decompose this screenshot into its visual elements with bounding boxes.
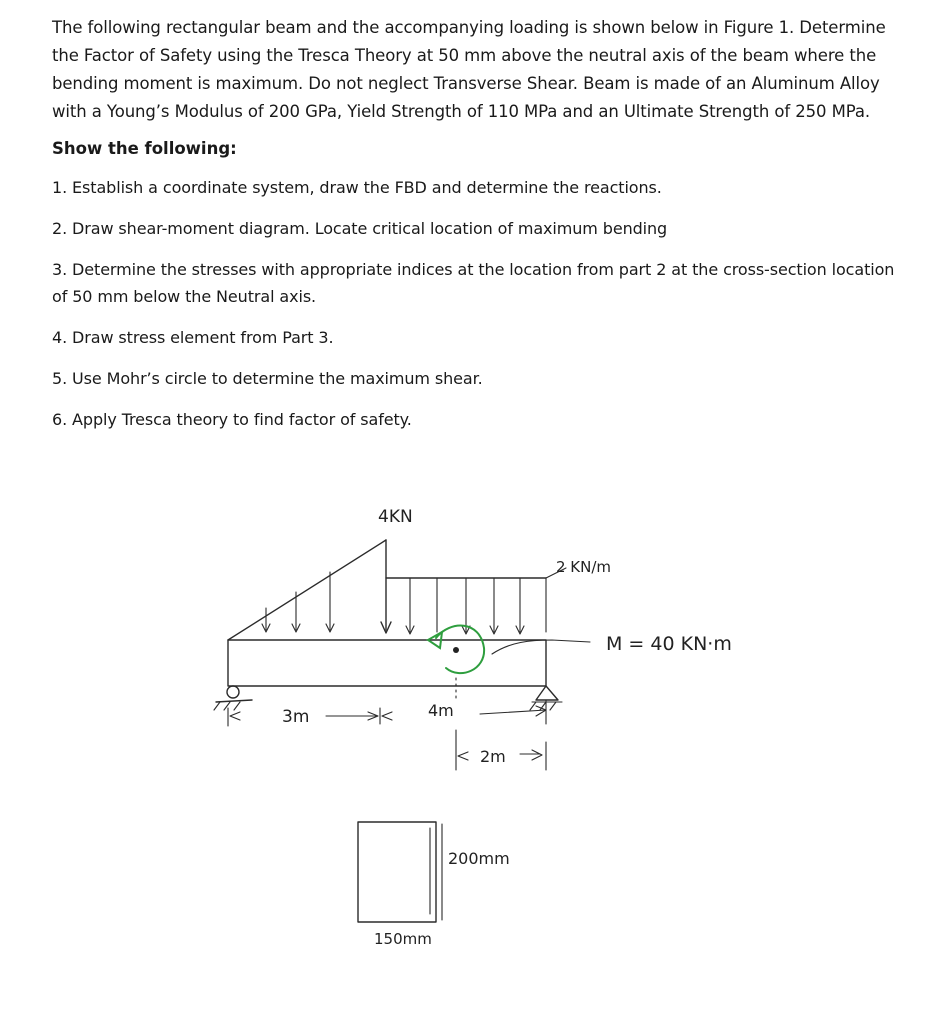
distributed-load-label: 2 KN/m [556, 558, 612, 576]
section-width-label: 150mm [374, 930, 432, 948]
step-3: 3. Determine the stresses with appropriate indices at the location from part 2 at the cross-section location of 50 mm below the Neutral axis. [52, 260, 895, 306]
intro-paragraph: The following rectangular beam and the accompanying loading is shown below in Figure 1. Determine the Factor of Safety using the Tresca Theory at 50 mm above the neutral axis of the beam where the bending moment is maximum. Do not neglect Transverse Shear. Beam is made of an Aluminum Alloy with a Young’s Modulus of 200 GPa, Yield Strength of 110 MPa and an Ultimate Strength of 250 MPa. [52, 18, 886, 121]
span-right-label: 4m [428, 701, 454, 720]
uniform-load [386, 568, 566, 634]
section-height-label: 200mm [448, 849, 510, 868]
pin-support [214, 686, 252, 710]
step-6: 6. Apply Tresca theory to find factor of safety. [52, 410, 412, 429]
step-2: 2. Draw shear-moment diagram. Locate critical location of maximum bending [52, 219, 668, 238]
span-left-label: 3m [282, 707, 310, 727]
beam-figure [0, 480, 945, 1024]
show-heading: Show the following: [52, 139, 237, 158]
triangular-load [228, 540, 391, 640]
step-1: 1. Establish a coordinate system, draw the FBD and determine the reactions. [52, 178, 662, 197]
step-4: 4. Draw stress element from Part 3. [52, 328, 334, 347]
applied-moment [428, 626, 590, 674]
problem-statement [52, 14, 912, 447]
moment-position-label: 2m [480, 747, 506, 766]
cross-section [358, 822, 442, 922]
beam [228, 640, 546, 686]
moment-label: M = 40 KN·m [606, 633, 732, 655]
step-5: 5. Use Mohr’s circle to determine the maximum shear. [52, 369, 483, 388]
point-load-label: 4KN [378, 507, 413, 527]
